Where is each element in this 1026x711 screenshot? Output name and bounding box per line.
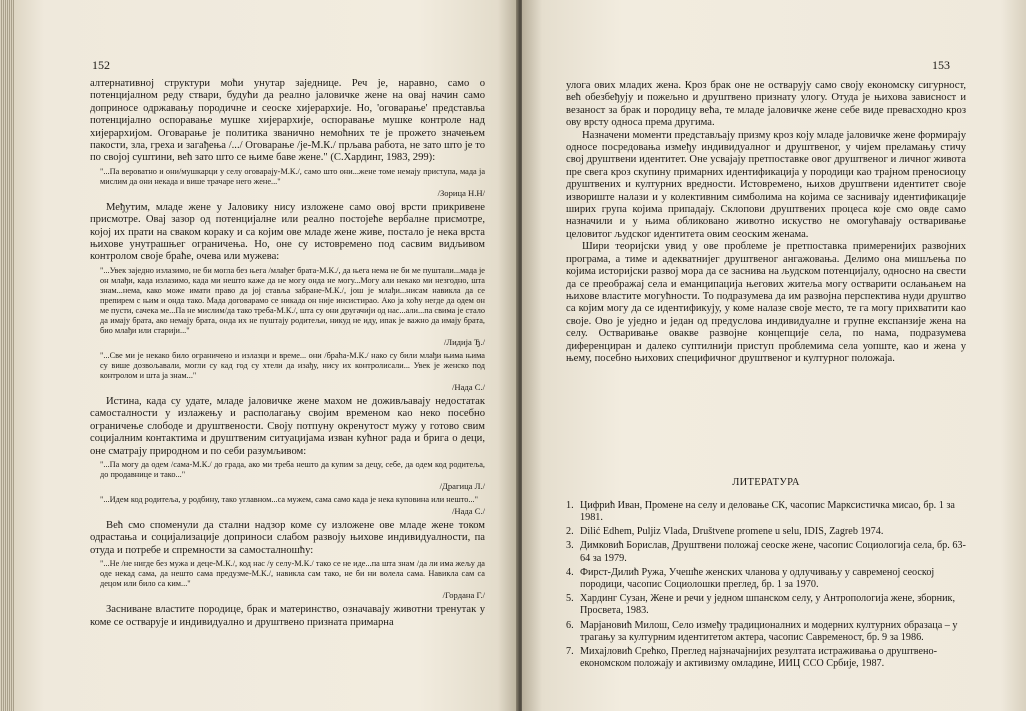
reference-number: 7. [566, 645, 574, 657]
interview-quote: "...Идем код родитеља, у родбину, тако углавном...са мужем, сама само када је нека куповина или нешто..." [100, 494, 479, 504]
interview-quote: "...Све ми је некако било ограничено и излазци и време... они /браћа-М.К./ нако су били млађи њима њима су више дозвољавали, могли су кад год су хтели да изађу, нису их контролисали... Увек је женско под контролом и шта ја знам..." [100, 350, 485, 380]
interview-quote: "...Па вероватно и они/мушкарци у селу оговарају-М.К./, само што они...жене томе немају приступа, мада ја мислим да они некада и више трачаре него жене..." [100, 166, 485, 186]
reference-item [566, 646, 966, 670]
interview-quote: "...Не /не нигде без мужа и деце-М.К./, код нас /у селу-М.К./ тако се не иде...па шта знам /да ли има жељу да оде некад сама, да нешто сама предузме-М.К./, навикла сам тако, не би ни волела сама. Навикла сам са децом или било са ким..." [100, 559, 485, 589]
quote-source: /Драгица Л./ [439, 480, 485, 491]
interview-quote: "...Па могу да одем /сама-М.К./ до града, ако ми треба нешто да купим за децу, себе, да одем код родитеља, до продавнице и тако..." [100, 459, 485, 479]
reference-text: Марјановић Милош, Село између традиционалних и модерних културних образаца – у трагању за културним идентитетом актера, часопис Савременост, бр. 9 за 1986. [580, 619, 958, 643]
spacer [566, 490, 966, 500]
paragraph: Назначени моменти представљају призму кроз коју младе јаловичке жене формирају односе посредовања између индивидуалног и друштвеног, у чијем преламању стичу свој друштвени идентитет. Оне усвајају претпоставке овог друштвеног и личног живота пре свега кроз скупину примарних идентификација у породици као трајном преносиоцу друштвених и културних вредности. Истовремено, њихов друштвени идентитет своје извориште налази и у колективним симболима на којима се заснивају идентификације ширих група којима припадају. Склопови друштвених процеса које смо овде само назначили и у њима обликовано животно искуство не омогућавају остваривање целовитог људског идентитета овим сеоским женама. [566, 129, 966, 240]
reference-text: Dilić Edhem, Puljiz Vlada, Društvene promene u selu, IDIS, Zagreb 1974. [580, 526, 884, 538]
reference-number: 2. [566, 526, 574, 538]
paragraph: Истина, када су удате, младе јаловичке жене махом не доживљавају недостатак самосталности у излажењу и располагању својим временом као неко посебно ограничење слободе и друштвености. Своју потпуну окренутост мужу у готово свим социјалним контактима и друштвеним ситуацијама изван кућног рада и брига о деци, оне сматрају природном и по себи разумљивом: [90, 395, 485, 457]
page-number: 153 [932, 58, 950, 72]
paragraph: улога ових младих жена. Кроз брак оне не остварују само своју економску сигурност, већ обезбеђују и пожељно и друштвено признату улогу. Отуда је њихова зависност и везаност за брак и породицу већа, те младе јаловичке жене себе виде превасходно кроз ову врсту односа према другима. [566, 80, 966, 129]
reference-number: 1. [566, 499, 574, 511]
paragraph: Засниване властите породице, брак и материнство, означавају животни тренутак у коме се остварује и индивидуално и друштвено призната примарна [90, 604, 485, 628]
reference-text: Михајловић Срећко, Преглед најзначајнијих резултата истраживања о друштвено-економском положају и активизму омладине, ИИЦ ССО Србије, 1987. [580, 645, 937, 670]
paragraph: Већ смо споменули да стални надзор коме су изложене ове младе жене током одрастања и социјализације доприноси слабом развоју њихове индивидуалности, па отуда и потребе и спремности за самосталношћу: [90, 519, 485, 556]
references-heading: ЛИТЕРАТУРА [732, 477, 800, 489]
reference-text: Цифрић Иван, Промене на селу и деловање СК, часопис Марксистичка мисао, бр. 1 за 1981. [580, 499, 955, 523]
reference-number: 6. [566, 619, 574, 631]
quote-source: /Нада С./ [451, 381, 485, 392]
reference-item [566, 526, 966, 538]
quote-source: /Зорица Н.Н/ [437, 187, 485, 198]
reference-item [566, 500, 966, 524]
left-text-column [90, 78, 485, 629]
reference-item [566, 540, 966, 564]
right-text-column [566, 80, 966, 672]
reference-number: 4. [566, 566, 574, 578]
reference-text: Хардинг Сузан, Жене и речи у једном шпанском селу, у Антропологија жене, зборник, Просвета, 1983. [580, 593, 956, 617]
reference-text: Фирст-Дилић Ружа, Учешће женских чланова у одлучивању у савременој сеоској породици, часопис Социолошки преглед, бр. 1 за 1970. [580, 566, 935, 590]
reference-text: Димковић Борислав, Друштвени положај сеоске жене, часопис Социологија села, бр. 63-64 за 1979. [580, 540, 966, 564]
spacer [566, 365, 966, 477]
interview-quote: "...Увек заједно излазимо, не би могла без њега /млађег брата-М.К./, да њега нема не би ме пуштали...мада је он млађи, када излазимо, када ми нешто каже да не могу онда не могу...Могу али некако ми незгодно, шта знам...нема, како може имати право да јој ставља забране-М.К./, још је млађи...нисам навикла да се препирем с њим и онда тако. Мада договарамо се никада он није инсистирао. Ако ја хоћу негде да одем он ме пусти, сачека ме...Па не мислим/да тако треба-М.К./, шта су они другачији од нас...али...па свима је стало да имају брата, ако немају брата, онда их не пуштају родитељи, никуд не иду, ипак је важно да имају брата, био млађи или старији..." [100, 265, 485, 335]
paragraph: Шири теоријски увид у ове проблеме је претпоставка примеренијих развојних програма, а тиме и адекватнијег друштвеног ангажовања. Делимо она мишљења по којима историјски развој мора да се заснива на људском потенцијалу, односно на свести да се преображај села и еманципација његових житеља могу остварити ослањањем на њихове властите могућности. То подразумева да им развојна перспектива нуди друштво са којим могу да се идентификују, у коме налазе своје место, те га могу прихватити као своје. Ово је уједно и један од предуслова индивидуалне и групне експанзије жена на селу. Остваривање овакве развојне концепције села, по нама, подразумева диференциран и далеко суптилнији приступ проблемима села уопште, као и жена у њему, посебно њихових специфичног друштвеног и културног положаја. [566, 241, 966, 364]
right-page [522, 0, 1026, 711]
reference-number: 5. [566, 593, 574, 605]
quote-source: /Лидија Ђ./ [443, 336, 485, 347]
left-page [14, 0, 518, 711]
quote-source: /Нада С./ [451, 505, 485, 516]
page-number: 152 [92, 58, 110, 72]
reference-item [566, 620, 966, 644]
reference-item [566, 567, 966, 591]
paragraph: алтернативној структури моћи унутар заједнице. Реч је, наравно, само о потенцијалном реду ствари, будући да реално јаловичке жене на овај начин само доприносе одржавању породичне и сеоске хијерархије. Но, 'оговарање' представља потенцијално оспоравање мушке хијерархије, оспоравање мушке контроле над хијерархијом. Оговарање је политика званично немоћних те је прожето значењем пакости, зла, греха и загађења /.../ Оговарање /је-М.К./ прљава работа, не зато што је то по својој суштини, већ зато што се њиме баве жене." (С.Хардинг, 1983, 299): [90, 78, 485, 164]
reference-number: 3. [566, 540, 574, 552]
paragraph: Међутим, младе жене у Јаловику нису изложене само овој врсти прикривене присмотре. Овај зазор од потенцијалне или реално постојеће вербалне присмотре, којој их прати на сваком кораку и са којим ове младе жене живе, постало је нека врста њихове унутрашњег ограничења. Но, оне су истовремено под сасвим видљивом контролом своје браће, очева или мужева: [90, 201, 485, 263]
page-edges [0, 0, 14, 711]
reference-item [566, 593, 966, 617]
references-list [566, 500, 966, 671]
quote-source: /Гордана Г./ [442, 590, 485, 601]
